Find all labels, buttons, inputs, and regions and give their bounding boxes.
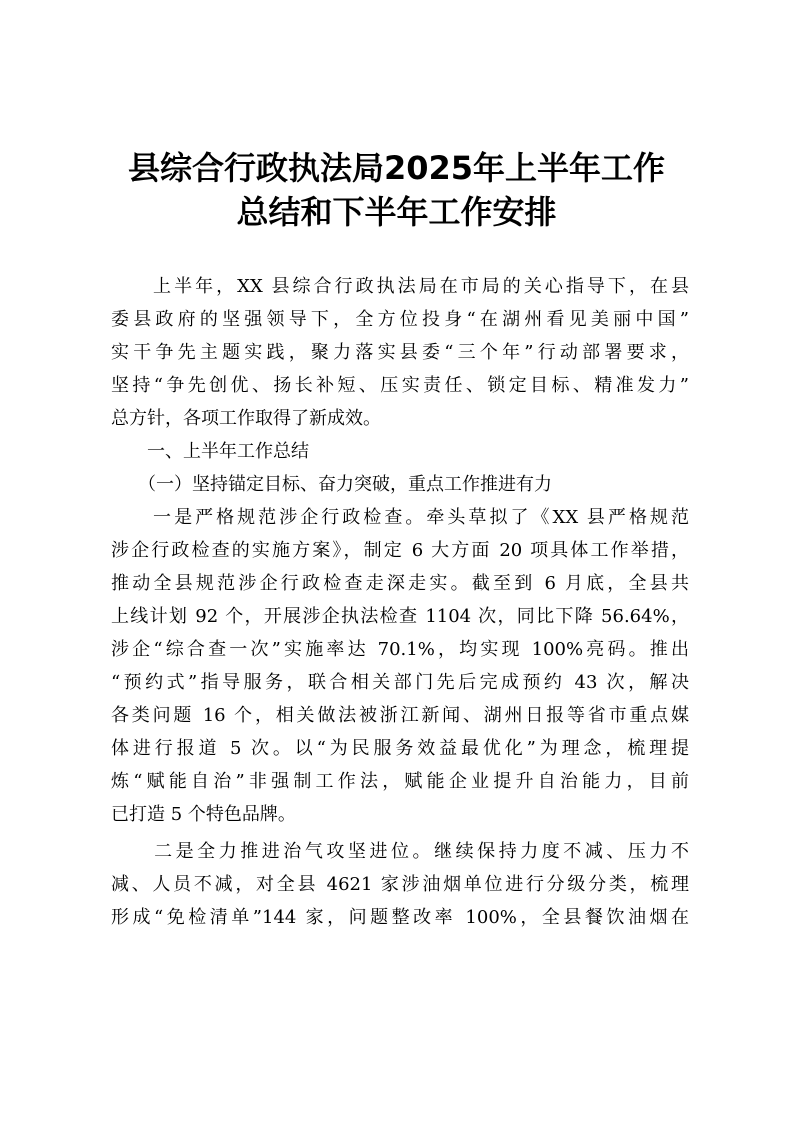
paragraph-line: 体进行报道 5 次。以“为民服务效益最优化”为理念，梳理提 <box>111 738 689 759</box>
paragraph-line: “预约式”指导服务，联合相关部门先后完成预约 43 次，解决 <box>111 672 689 693</box>
intro-line: 委县政府的坚强领导下，全方位投身“在湖州看见美丽中国” <box>111 309 689 330</box>
intro-line: 实干争先主题实践，聚力落实县委“三个年”行动部署要求， <box>111 342 689 363</box>
section-heading: 一、上半年工作总结 <box>111 441 309 462</box>
document-title-line-2: 总结和下半年工作安排 <box>236 193 557 231</box>
paragraph-line: 推动全县规范涉企行政检查走深走实。截至到 6 月底，全县共 <box>111 573 689 594</box>
paragraph-line: 涉企“综合查一次”实施率达 70.1%，均实现 100%亮码。推出 <box>111 639 689 660</box>
paragraph-line: 形成“免检清单”144 家，问题整改率 100%，全县餐饮油烟在 <box>111 907 689 928</box>
paragraph-line: 涉企行政检查的实施方案》，制定 6 大方面 20 项具体工作举措， <box>111 540 689 561</box>
intro-line: 坚持“争先创优、扬长补短、压实责任、锁定目标、精准发力” <box>111 375 689 396</box>
paragraph-line: 一是严格规范涉企行政检查。牵头草拟了《XX 县严格规范 <box>111 507 689 528</box>
intro-line: 总方针，各项工作取得了新成效。 <box>111 408 381 429</box>
paragraph-line: 各类问题 16 个，相关做法被浙江新闻、湖州日报等省市重点媒 <box>111 705 689 726</box>
paragraph-line: 二是全力推进治气攻坚进位。继续保持力度不减、压力不 <box>111 841 689 862</box>
paragraph-line: 上线计划 92 个，开展涉企执法检查 1104 次，同比下降 56.64%， <box>111 606 689 627</box>
paragraph-line: 减、人员不减，对全县 4621 家涉油烟单位进行分级分类，梳理 <box>111 874 689 895</box>
intro-line: 上半年，XX 县综合行政执法局在市局的关心指导下，在县 <box>111 276 689 297</box>
subsection-heading: （一）坚持锚定目标、奋力突破，重点工作推进有力 <box>111 474 552 495</box>
paragraph-line: 炼“赋能自治”非强制工作法，赋能企业提升自治能力，目前 <box>111 771 689 792</box>
document-title-line-1: 县综合行政执法局2025年上半年工作 <box>127 149 666 187</box>
paragraph-line: 已打造 5 个特色品牌。 <box>111 804 296 825</box>
document-body <box>111 270 689 934</box>
